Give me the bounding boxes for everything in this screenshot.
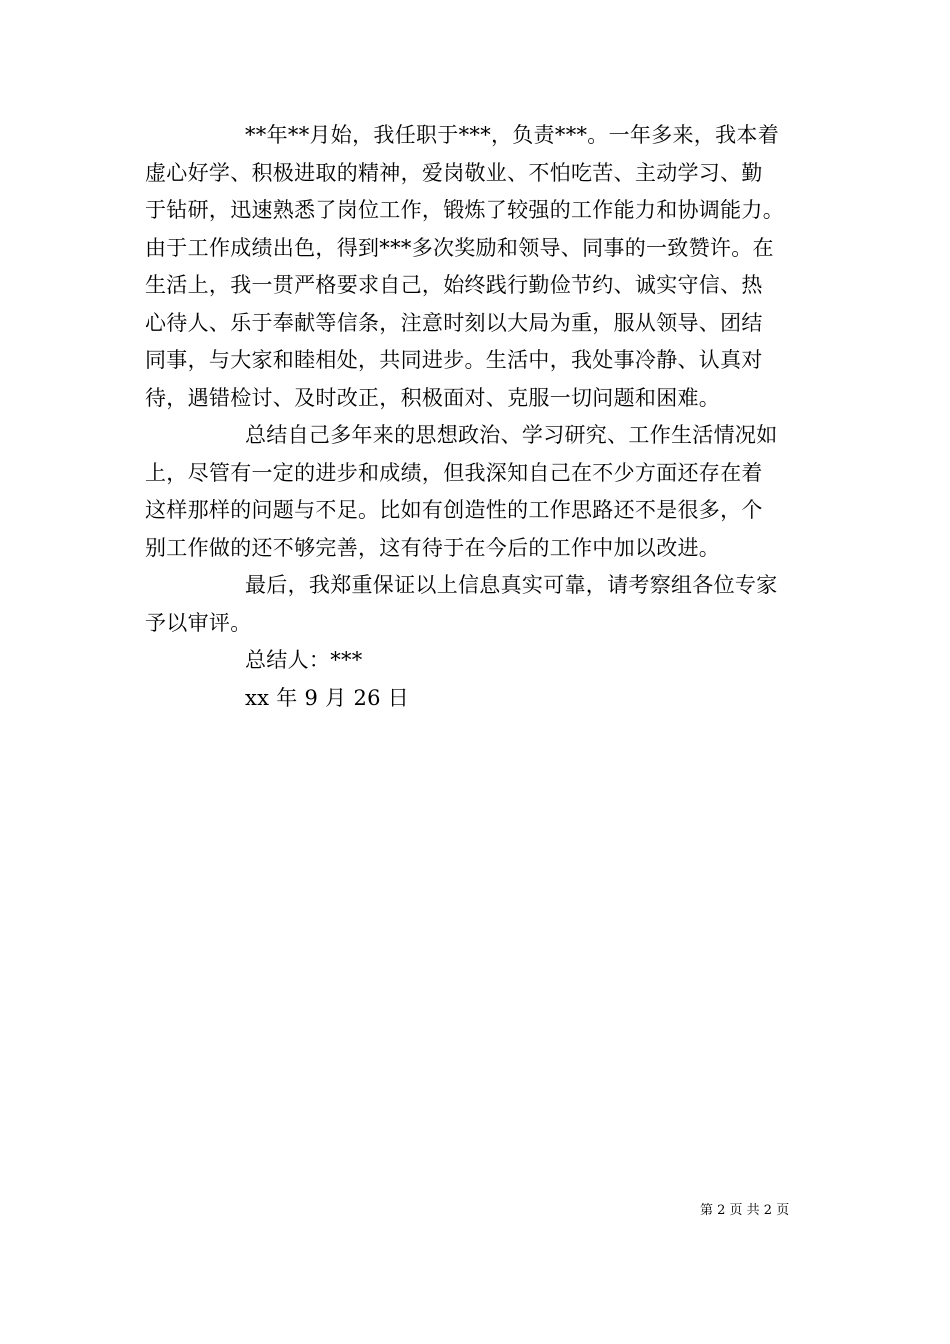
paragraph-line: 予以审评。 [145, 610, 252, 635]
paragraph-line: 于钻研，迅速熟悉了岗位工作，锻炼了较强的工作能力和协调能力。 [145, 198, 784, 222]
paragraph-line: 待，遇错检讨、及时改正，积极面对、克服一切问题和困难。 [145, 385, 721, 410]
paragraph-3 [145, 567, 815, 642]
paragraph-line: 上，尽管有一定的进步和成绩，但我深知自己在不少方面还存在着 [145, 460, 763, 485]
paragraph-line: 总结自己多年来的思想政治、学习研究、工作生活情况如 [245, 423, 778, 447]
date-line: xx 年 9 月 26 日 [245, 685, 410, 710]
paragraph-1 [145, 117, 815, 417]
paragraph-line: 最后，我郑重保证以上信息真实可靠，请考察组各位专家 [245, 573, 778, 597]
paragraph-line: 虚心好学、积极进取的精神，爱岗敬业、不怕吃苦、主动学习、勤 [145, 160, 763, 185]
paragraph-line: **年**月始，我任职于***，负责***。一年多来，我本着 [245, 123, 779, 147]
document-body [145, 117, 815, 717]
paragraph-line: 心待人、乐于奉献等信条，注意时刻以大局为重，服从领导、团结 [145, 310, 763, 335]
page-number-footer: 第 2 页 共 2 页 [700, 1203, 790, 1218]
paragraph-line: 这样那样的问题与不足。比如有创造性的工作思路还不是很多，个 [145, 498, 763, 522]
paragraph-2 [145, 417, 815, 567]
paragraph-line: 别工作做的还不够完善，这有待于在今后的工作中加以改进。 [145, 535, 721, 560]
paragraph-line: 同事，与大家和睦相处，共同进步。生活中，我处事冷静、认真对 [145, 348, 763, 372]
paragraph-line: 由于工作成绩出色，得到***多次奖励和领导、同事的一致赞许。在 [145, 235, 774, 260]
signature-line: 总结人：*** [245, 648, 363, 672]
paragraph-line: 生活上，我一贯严格要求自己，始终践行勤俭节约、诚实守信、热 [145, 273, 763, 297]
